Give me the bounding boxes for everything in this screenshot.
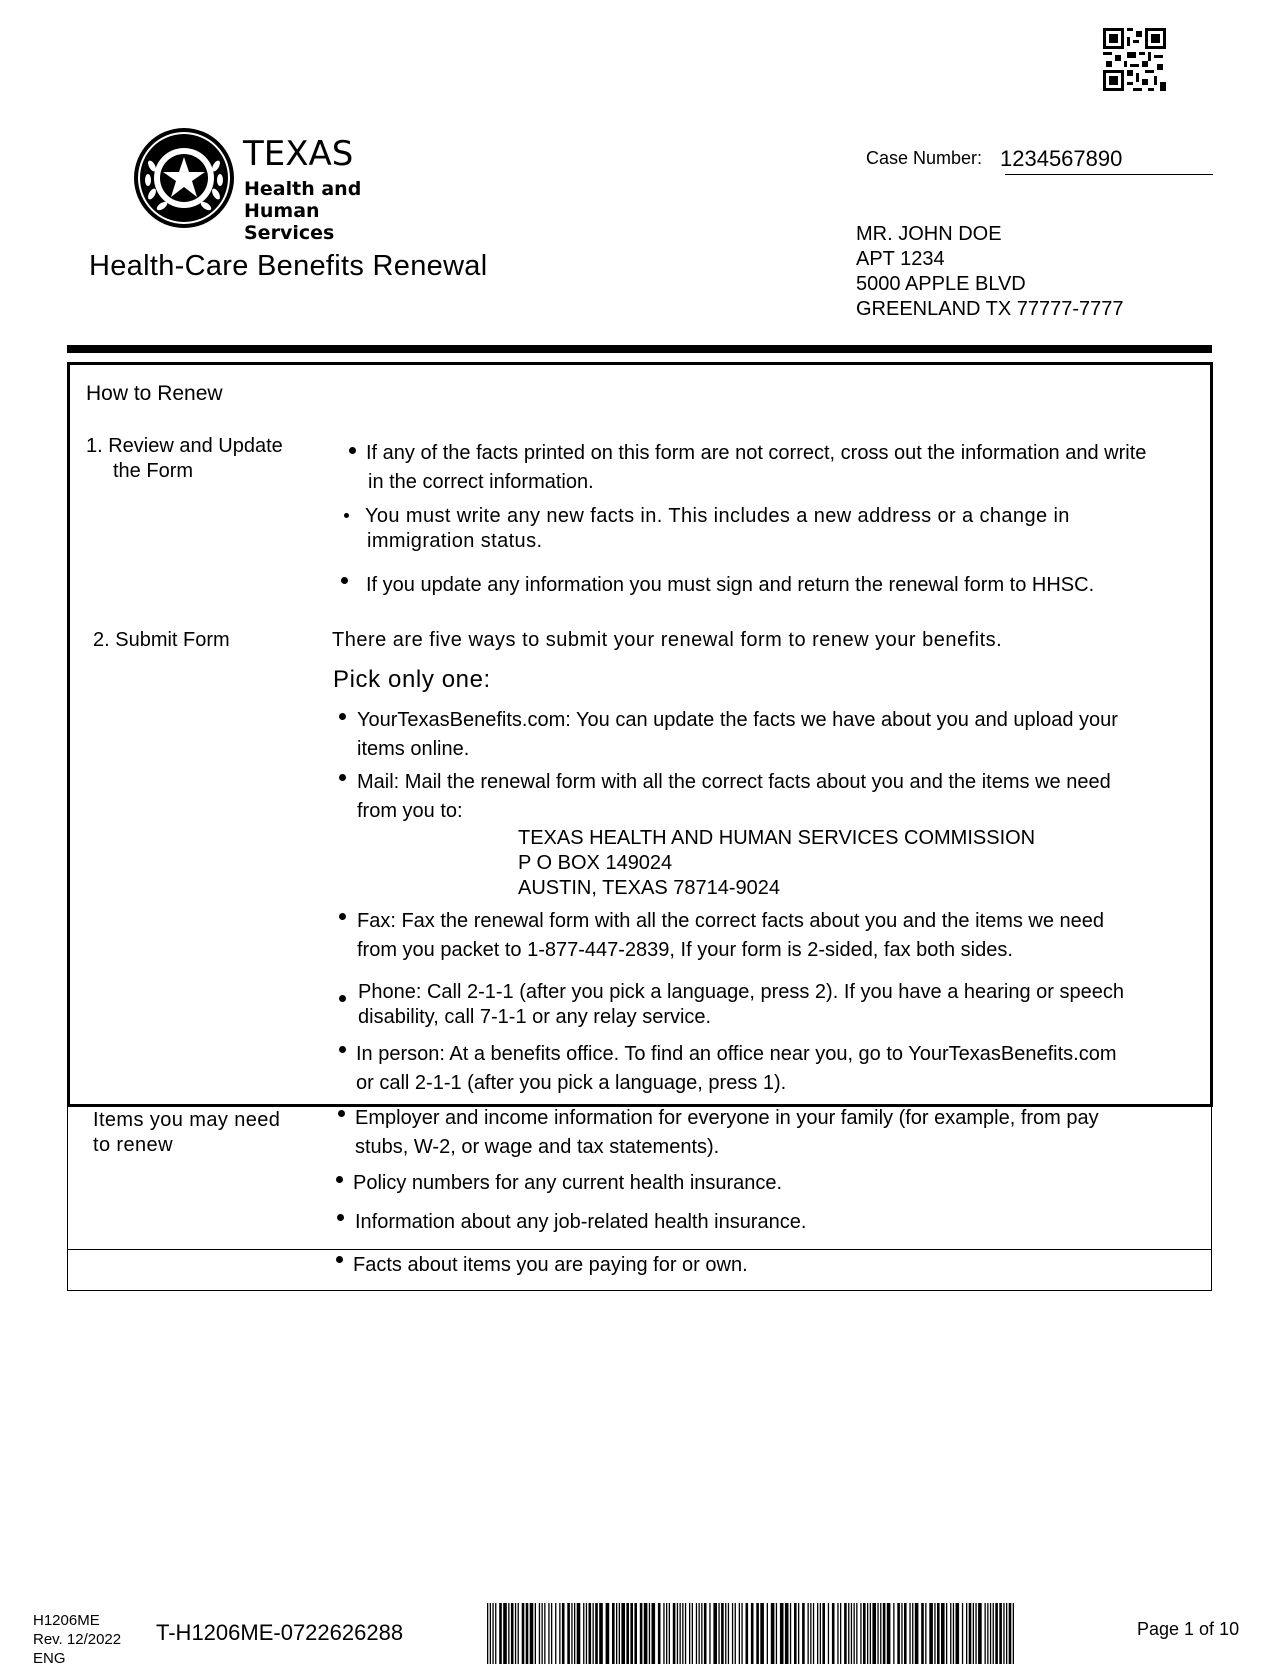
mail-address-line-1: TEXAS HEALTH AND HUMAN SERVICES COMMISSION [518, 827, 1036, 849]
header-divider [67, 345, 1212, 353]
step2-label: 2. Submit Form [93, 629, 230, 651]
mail-address-line-2: P O BOX 149024 [518, 852, 673, 874]
item-policy-numbers: Policy numbers for any current health insurance. [353, 1172, 783, 1194]
address-line-4: GREENLAND TX 77777-7777 [856, 298, 1124, 320]
step1-bullet-2 [365, 504, 1070, 554]
items-label-line-1: Items you may need [93, 1109, 281, 1131]
address-line-3: 5000 APPLE BLVD [856, 273, 1026, 295]
pick-only-one: Pick only one: [333, 666, 491, 693]
phone-line-2: disability, call 7-1-1 or any relay service. [358, 1006, 712, 1028]
page-number: Page 1 of 10 [1137, 1619, 1240, 1639]
bullet-icon [336, 1256, 343, 1263]
recipient-address [856, 222, 1124, 322]
online-line-1: YourTexasBenefits.com: You can update the facts we have about you and upload your [357, 709, 1118, 731]
mail-line-1: Mail: Mail the renewal form with all the correct facts about you and the items we need [357, 771, 1111, 793]
bullet-icon [337, 1214, 344, 1221]
form-title: Health-Care Benefits Renewal [89, 250, 488, 282]
step1-bullet-1-line-1: If any of the facts printed on this form are not correct, cross out the information and write [366, 442, 1147, 464]
form-code-block [33, 1611, 121, 1668]
online-line-2: items online. [357, 738, 470, 760]
bullet-icon [349, 447, 356, 454]
step1-label-line-1: 1. Review and Update [86, 435, 283, 457]
item-employer-line-2: stubs, W-2, or wage and tax statements). [355, 1136, 720, 1158]
barcode-icon [487, 1603, 1017, 1664]
bullet-icon [336, 1176, 343, 1183]
bullet-icon [339, 713, 346, 720]
in-person-line-2: or call 2-1-1 (after you pick a language, press 1). [356, 1072, 787, 1094]
qr-code-icon [1103, 28, 1166, 91]
step2-intro: There are five ways to submit your renewal form to renew your benefits. [332, 629, 1003, 651]
form-code: H1206ME [33, 1612, 100, 1629]
bullet-icon [344, 513, 349, 518]
bullet-icon [339, 995, 346, 1002]
fax-line-2: from you packet to 1-877-447-2839, If your form is 2-sided, fax both sides. [357, 939, 1013, 961]
logo-line-2: Services [244, 222, 335, 244]
bullet-icon [339, 774, 346, 781]
mail-address-line-3: AUSTIN, TEXAS 78714-9024 [518, 877, 780, 899]
form-revision: Rev. 12/2022 [33, 1631, 122, 1648]
step1-label-line-2: the Form [113, 460, 194, 482]
logo-line-1: Health and Human [244, 178, 362, 222]
logo-subtitle [244, 178, 402, 244]
bullet-icon [341, 577, 348, 584]
step1-label [86, 434, 283, 484]
mail-line-2: from you to: [357, 800, 463, 822]
step1-bullet-2-line-1: You must write any new facts in. This includes a new address or a change in [365, 505, 1070, 527]
form-language: ENG [33, 1650, 66, 1667]
tracking-number: T-H1206ME-0722626288 [156, 1620, 404, 1645]
step1-bullet-3: If you update any information you must sign and return the renewal form to HHSC. [366, 574, 1095, 596]
item-job-insurance: Information about any job-related health insurance. [355, 1211, 807, 1233]
bullet-icon [339, 913, 346, 920]
items-label-line-2: to renew [93, 1134, 173, 1156]
submit-option-in-person [356, 1040, 1117, 1098]
submit-option-mail [357, 768, 1111, 826]
bullet-icon [338, 1110, 345, 1117]
case-number-label: Case Number: [866, 148, 983, 168]
mail-address [518, 826, 1035, 901]
item-facts-owned: Facts about items you are paying for or own. [353, 1254, 748, 1276]
how-to-renew-heading: How to Renew [86, 382, 223, 405]
step1-bullet-1 [366, 439, 1146, 497]
phone-line-1: Phone: Call 2-1-1 (after you pick a language, press 2). If you have a hearing or speech [358, 981, 1125, 1003]
logo-title: TEXAS [243, 134, 354, 174]
step1-bullet-1-line-2: in the correct information. [368, 471, 594, 493]
hhs-logo [132, 126, 402, 244]
in-person-line-1: In person: At a benefits office. To find an office near you, go to YourTexasBenefits.com [356, 1043, 1117, 1065]
item-employer-line-1: Employer and income information for everyone in your family (for example, from pay [355, 1107, 1099, 1129]
submit-option-online [357, 706, 1118, 764]
bullet-icon [339, 1046, 346, 1053]
case-number-underline [1005, 174, 1213, 175]
submit-option-fax [357, 907, 1104, 965]
texas-seal-icon [132, 126, 236, 230]
submit-option-phone [358, 980, 1124, 1030]
case-number-value: 1234567890 [1000, 146, 1123, 171]
step1-bullet-2-line-2: immigration status. [367, 530, 543, 552]
address-line-2: APT 1234 [856, 248, 945, 270]
fax-line-1: Fax: Fax the renewal form with all the correct facts about you and the items we need [357, 910, 1105, 932]
address-line-1: MR. JOHN DOE [856, 223, 1002, 245]
item-employer-income [355, 1104, 1099, 1162]
items-label [93, 1108, 280, 1158]
